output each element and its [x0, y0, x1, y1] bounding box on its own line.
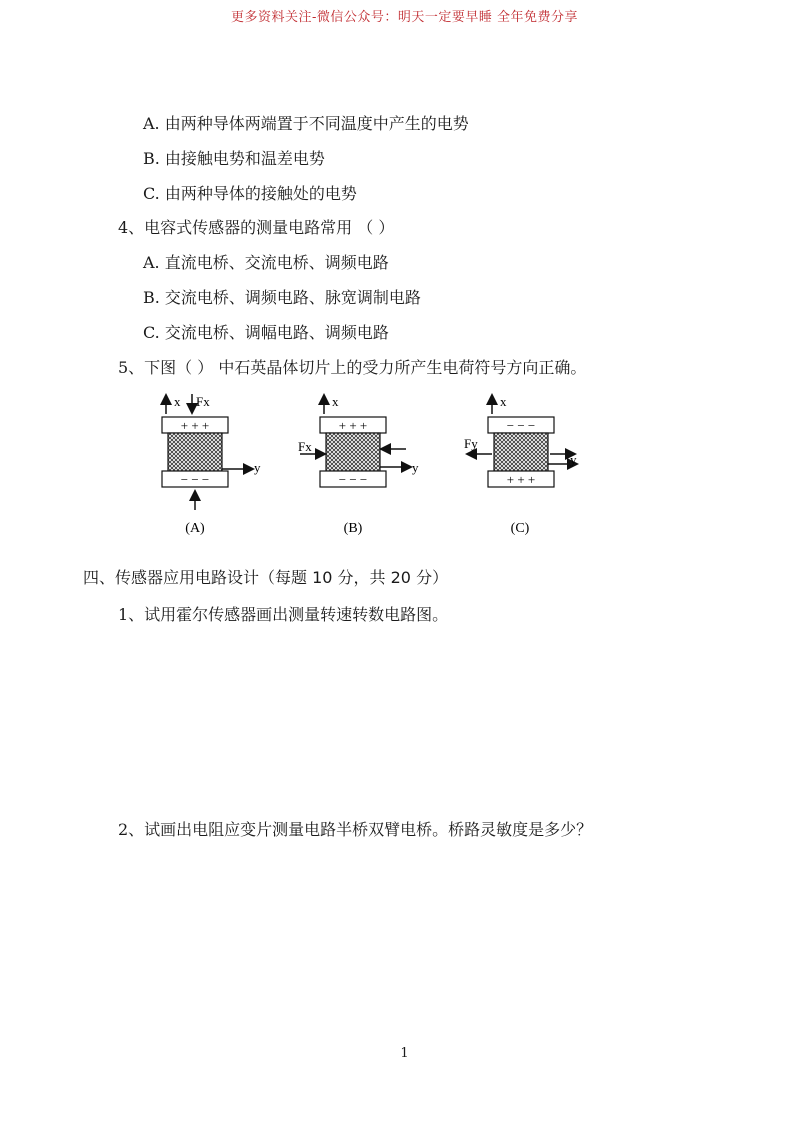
figure-a-x-label: x [174, 394, 181, 409]
page-number: 1 [400, 1046, 409, 1061]
figure-c [464, 394, 577, 536]
figure-b-caption: (B) [343, 521, 363, 536]
section4-question-2: 2、试画出电阻应变片测量电路半桥双臂电桥。桥路灵敏度是多少？ [118, 820, 593, 839]
q4-option-a: A. 直流电桥、交流电桥、调频电路 [143, 253, 389, 272]
figure-c-bottom-charge: + + + [506, 472, 536, 487]
figure-a-bottom-charge: − − − [180, 472, 210, 487]
q4-option-b: B. 交流电桥、调频电路、脉宽调制电路 [143, 288, 421, 307]
page-header-banner: 更多资料关注-微信公众号：明天一定要早睡 全年免费分享 [230, 10, 579, 25]
figure-b-force-label: Fx [298, 439, 312, 454]
figure-a-top-charge: + + + [180, 418, 210, 433]
figure-a [162, 394, 261, 536]
figure-a-y-label: y [254, 460, 261, 475]
figure-b [298, 394, 419, 536]
figure-a-force-label: Fx [196, 394, 210, 409]
q3-option-a: A. 由两种导体两端置于不同温度中产生的电势 [143, 114, 469, 133]
figure-c-y-label: y [570, 452, 577, 467]
figure-c-top-charge: − − − [506, 418, 536, 433]
quartz-crystal-figure [140, 388, 620, 548]
figure-b-y-label: y [412, 460, 419, 475]
section4-question-1: 1、试用霍尔传感器画出测量转速转数电路图。 [118, 605, 449, 624]
figure-a-caption: (A) [185, 521, 205, 536]
figure-c-caption: (C) [510, 521, 530, 536]
figure-c-force-label: Fy [464, 436, 478, 451]
figure-c-x-label: x [500, 394, 507, 409]
q4-stem: 4、电容式传感器的测量电路常用 （ ） [118, 218, 395, 237]
q3-option-b: B. 由接触电势和温差电势 [143, 149, 325, 168]
section4-title: 四、传感器应用电路设计（每题 10 分，共 20 分） [83, 568, 449, 587]
figure-b-top-charge: + + + [338, 418, 368, 433]
figure-b-bottom-charge: − − − [338, 472, 368, 487]
q4-option-c: C. 交流电桥、调幅电路、调频电路 [143, 323, 389, 342]
figure-b-x-label: x [332, 394, 339, 409]
q5-stem: 5、下图（ ） 中石英晶体切片上的受力所产生电荷符号方向正确。 [118, 358, 587, 377]
q3-option-c: C. 由两种导体的接触处的电势 [143, 184, 357, 203]
